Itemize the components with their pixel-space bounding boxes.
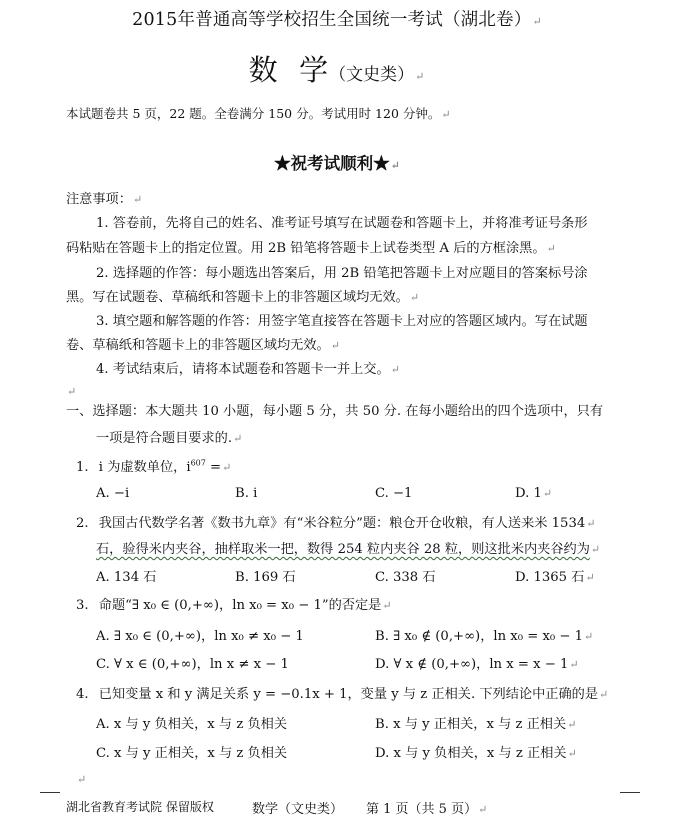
footer-subject: 数学（文史类） [252,802,344,817]
note-3-line-2: 卷、草稿纸和答题卡上的非答题区域均无效。↵ [66,338,340,353]
footer-rule-right [620,792,640,793]
q1-option-d[interactable]: D. 1↵ [515,486,553,501]
question-4-stem: 4. 已知变量 x 和 y 满足关系 y = −0.1x + 1，变量 y 与 z 正相关. 下列结论中正确的是↵ [76,687,609,702]
blank-paragraph: ↵ [67,385,77,398]
q1-option-b[interactable]: B. i [235,486,258,501]
note-1-line-1: 1. 答卷前，先将自己的姓名、准考证号填写在试题卷和答题卡上，并将准考证号条形 [96,216,588,231]
subject-subtitle: （文史类） [329,65,415,85]
notes-heading: 注意事项：↵ [66,192,143,207]
question-3-stem: 3. 命题“∃ x₀ ∈ (0,+∞)，ln x₀ = x₀ − 1”的否定是↵ [76,598,392,613]
q3-option-d[interactable]: D. ∀ x ∉ (0,+∞)，ln x = x − 1↵ [375,657,579,672]
q4-option-c[interactable]: C. x 与 y 正相关，x 与 z 负相关 [96,746,288,761]
q4-option-b[interactable]: B. x 与 y 正相关，x 与 z 正相关↵ [375,717,577,732]
subject-title: 数 学（文史类）↵ [248,53,426,87]
section1-instructions-line-2: 一项是符合题目要求的.↵ [96,431,243,446]
good-luck-banner: ★祝考试顺利★↵ [274,154,400,173]
q1-option-a[interactable]: A. −i [96,486,130,501]
q2-option-a[interactable]: A. 134 石 [96,570,157,585]
q2-option-b[interactable]: B. 169 石 [235,570,296,585]
q4-option-a[interactable]: A. x 与 y 负相关，x 与 z 负相关 [96,717,288,732]
question-1-stem: 1. i 为虚数单位，$i^{607}$ =↵ [76,458,232,475]
note-1-line-2: 码粘贴在答题卡上的指定位置。用 2B 铅笔将答题卡上试卷类型 A 后的方框涂黑。↵ [66,241,556,256]
q3-option-b[interactable]: B. ∃ x₀ ∉ (0,+∞)，ln x₀ = x₀ − 1↵ [375,629,594,644]
note-2-line-1: 2. 选择题的作答：每小题选出答案后，用 2B 铅笔把答题卡上对应题目的答案标号涂 [96,266,588,281]
exam-title: 2015年普通高等学校招生全国统一考试（湖北卷）↵ [132,10,542,30]
blank-paragraph-end: ↵ [77,773,87,786]
q3-option-c[interactable]: C. ∀ x ∈ (0,+∞)，ln x ≠ x − 1 [96,657,289,672]
note-2-line-2: 黑。写在试题卷、草稿纸和答题卡上的非答题区域均无效。↵ [66,290,420,305]
q2-option-d[interactable]: D. 1365 石↵ [515,570,595,585]
q4-option-d[interactable]: D. x 与 y 负相关，x 与 z 正相关↵ [375,746,577,761]
footer-copyright: 湖北省教育考试院 保留版权 [66,800,214,814]
exam-intro: 本试题卷共 5 页，22 题。全卷满分 150 分。考试用时 120 分钟。↵ [66,106,451,121]
question-2-line-2: 石，验得米内夹谷，抽样取米一把，数得 254 粒内夹谷 28 粒，则这批米内夹谷约为↵ [96,542,601,557]
question-2-line-1: 2. 我国古代数学名著《数书九章》有“米谷粒分”题：粮仓开仓收粮，有人送来米 1534↵ [76,516,596,531]
note-3-line-1: 3. 填空题和解答题的作答：用签字笔直接答在答题卡上对应的答题区域内。写在试题 [96,314,588,329]
q3-option-a[interactable]: A. ∃ x₀ ∈ (0,+∞)，ln x₀ ≠ x₀ − 1 [96,629,304,644]
q1-option-c[interactable]: C. −1 [375,486,413,501]
section1-instructions-line-1: 一、选择题：本大题共 10 小题，每小题 5 分，共 50 分. 在每小题给出的四个选项中，只有 [66,404,604,419]
q2-option-c[interactable]: C. 338 石 [375,570,436,585]
question-1-exponent: 607 [190,458,206,468]
footer-page-number: 第 1 页（共 5 页）↵ [366,802,488,817]
note-4: 4. 考试结束后，请将本试题卷和答题卡一并上交。↵ [96,362,400,377]
footer-rule-left [40,792,60,793]
